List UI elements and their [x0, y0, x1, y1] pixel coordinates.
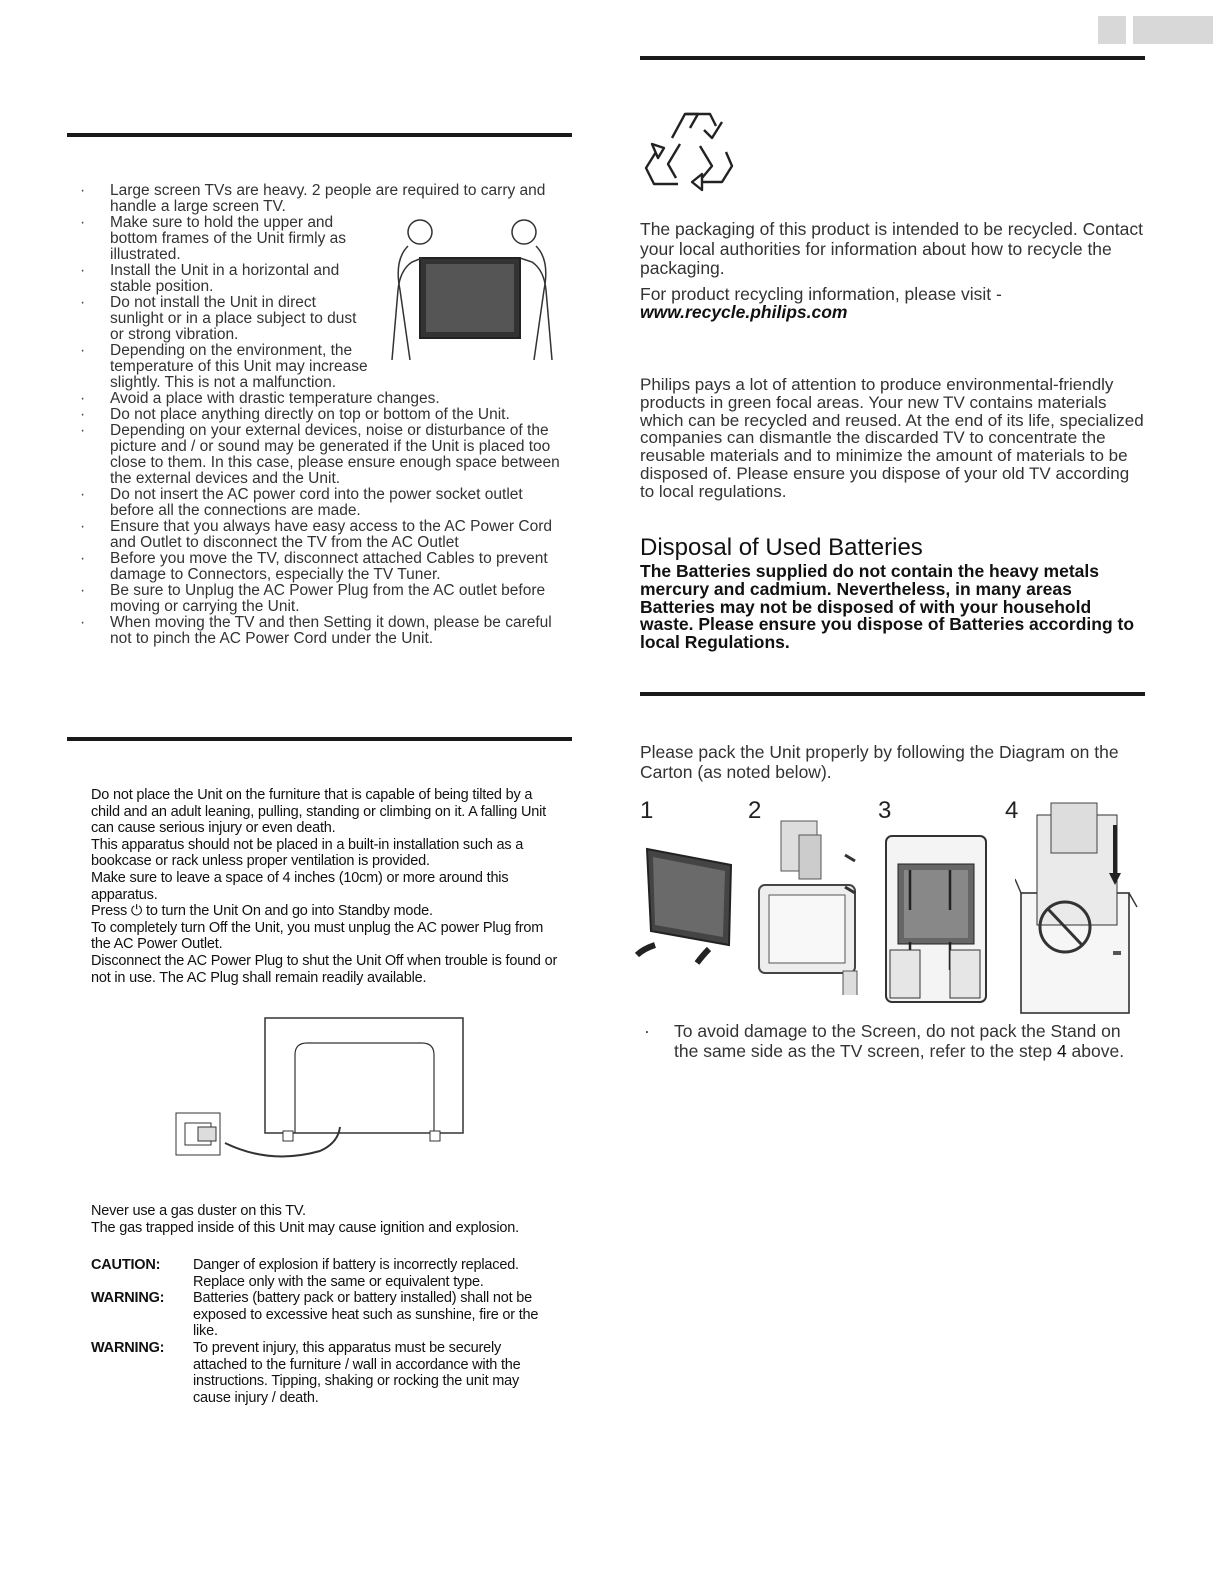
warning-row [91, 1257, 551, 1290]
warnings-list [91, 1257, 551, 1406]
warning-text: Danger of explosion if battery is incorrectly replaced. Replace only with the same or equivalent type. [193, 1257, 519, 1290]
placement-line-4: Press ⏻ to turn the Unit On and go into Standby mode. [91, 903, 433, 920]
section-rule-placement [67, 737, 572, 741]
step-number-2: 2 [748, 797, 762, 824]
power-icon: ⏻ [130, 903, 143, 920]
handling-bullet: · Large screen TVs are heavy. 2 people are required to carry and handle a large screen TV. [68, 183, 563, 215]
page-tab-right [1133, 16, 1213, 44]
page-tab-left [1098, 16, 1126, 44]
warning-row [91, 1340, 551, 1406]
pack-intro-text: Please pack the Unit properly by following the Diagram on the Carton (as noted below). [640, 742, 1119, 782]
placement-notes [91, 787, 561, 986]
handling-bullet: · Be sure to Unplug the AC Power Plug from the AC outlet before moving or carrying the Unit. [68, 583, 563, 615]
placement-line-3: Make sure to leave a space of 4 inches (10cm) or more around this apparatus. [91, 869, 509, 903]
step-4-carton-illustration [1015, 795, 1140, 1015]
warning-text: Batteries (battery pack or battery installed) shall not be exposed to excessive heat such as sunshine, fire or the like. [193, 1290, 539, 1340]
placement-line-6: Disconnect the AC Power Plug to shut the Unit Off when trouble is found or not in use. The AC Plug shall remain readily available. [91, 952, 558, 986]
warning-text: To prevent injury, this apparatus must be securely attached to the furniture / wall in accordance with the instructions. Tipping, shaking or rocking the unit may cause injury / death. [193, 1339, 521, 1406]
section-rule-packing [640, 692, 1145, 696]
recycle-url-link[interactable]: www.recycle.philips.com [640, 302, 848, 322]
handling-bullet: · Avoid a place with drastic temperature changes. [68, 391, 563, 407]
step-3-packing-illustration [880, 830, 995, 1010]
handling-bullet: · Depending on your external devices, noise or disturbance of the picture and / or sound may be generated if the Unit is placed too close to them. In this case, please ensure enough space between the external devices and the Unit. [68, 423, 563, 487]
recycle-packaging-text: The packaging of this product is intended to be recycled. Contact your local authorities for information about how to recycle the packaging. [640, 219, 1143, 278]
placement-line-1: Do not place the Unit on the furniture that is capable of being tilted by a child and an adult leaning, pulling, standing or climbing on it. A falling Unit can cause serious injury or even death. [91, 787, 546, 837]
warning-label: WARNING: [91, 1290, 165, 1307]
gas-line-2: The gas trapped inside of this Unit may cause ignition and explosion. [91, 1219, 519, 1236]
handling-bullet: · Ensure that you always have easy access to the AC Power Cord and Outlet to disconnect the TV from the AC Outlet [68, 519, 563, 551]
section-rule-recycling [640, 56, 1145, 60]
recycle-info-text: For product recycling information, please visit - [640, 284, 1002, 304]
step-2-packing-illustration [745, 815, 865, 995]
step-number-1: 1 [640, 797, 654, 824]
gas-line-1: Never use a gas duster on this TV. [91, 1203, 306, 1219]
handling-bullet: · Do not install the Unit in direct sunlight or in a place subject to dust or strong vibration. [68, 295, 368, 343]
handling-bullet: · Install the Unit in a horizontal and stable position. [68, 263, 368, 295]
handling-bullet: · Before you move the TV, disconnect attached Cables to prevent damage to Connectors, especially the TV Tuner. [68, 551, 563, 583]
warning-row [91, 1290, 551, 1340]
step-1-tv-illustration [633, 845, 743, 965]
batteries-text: The Batteries supplied do not contain the heavy metals mercury and cadmium. Nevertheless, in many areas Batteries may not be disposed of with your household waste. Please ensure you dispose of Batteries according to local Regulations. [640, 561, 1135, 653]
recycle-icon [640, 108, 736, 196]
warning-label: WARNING: [91, 1339, 165, 1356]
handling-bullet: · Depending on the environment, the temperature of this Unit may increase slightly. This is not a malfunction. [68, 343, 368, 391]
handling-bullet: · When moving the TV and then Setting it down, please be careful not to pinch the AC Power Cord under the Unit. [68, 615, 563, 647]
handling-bullet: · Do not insert the AC power cord into the power socket outlet before all the connections are made. [68, 487, 563, 519]
placement-line-2: This apparatus should not be placed in a built-in installation such as a bookcase or rack unless proper ventilation is provided. [91, 836, 524, 870]
batteries-heading: Disposal of Used Batteries [640, 534, 923, 561]
step-number-3: 3 [878, 797, 892, 824]
bullet-dot: · [644, 1021, 650, 1041]
section-rule-handling [67, 133, 572, 137]
handling-bullet: · Make sure to hold the upper and bottom frames of the Unit firmly as illustrated. [68, 215, 368, 263]
step-number-4: 4 [1005, 797, 1019, 824]
people-carrying-tv-illustration [382, 210, 562, 360]
eco-text: Philips pays a lot of attention to produce environmental-friendly products in green focal areas. Your new TV contains materials which can be recycled and reused. At the end of its life, specialized companies can dismantle the discarded TV to concentrate the reusable materials and to minimize the amount of materials to be disposed of. Please ensure you dispose of your old TV according to local regulations. [640, 375, 1144, 501]
pack-note: · To avoid damage to the Screen, do not pack the Stand on the same side as the TV screen, refer to the step 4 above. [644, 1021, 1125, 1061]
tv-power-outlet-illustration [170, 1015, 470, 1160]
warning-label: CAUTION: [91, 1257, 161, 1273]
handling-bullet: · Do not place anything directly on top or bottom of the Unit. [68, 407, 563, 423]
placement-line-5: To completely turn Off the Unit, you must unplug the AC power Plug from the AC Power Outlet. [91, 919, 544, 953]
gas-duster-notes [91, 1203, 561, 1236]
